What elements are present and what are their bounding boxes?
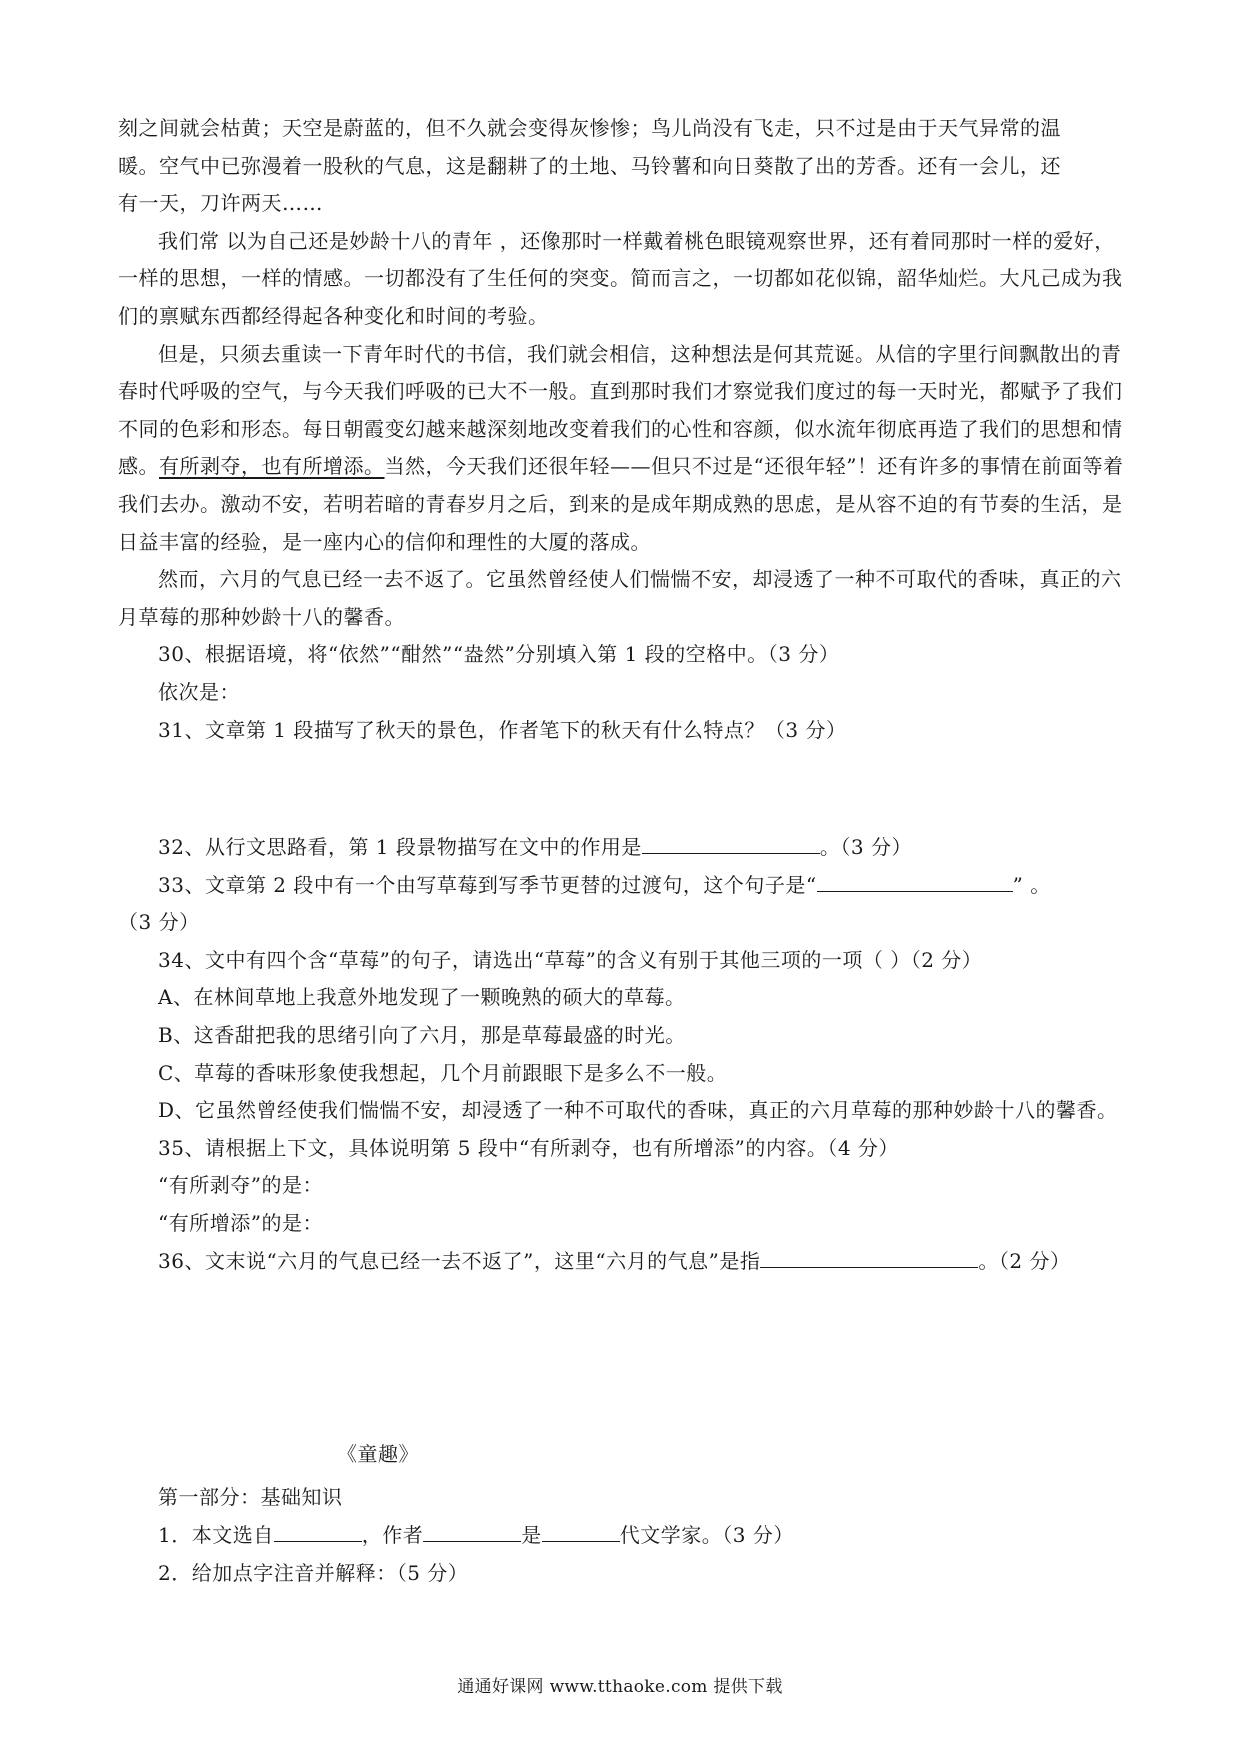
answer-blank[interactable]: [542, 1519, 620, 1542]
item-1-text-b: ，作者: [361, 1523, 424, 1547]
section-2: [118, 1478, 1124, 1592]
paragraph-3-text-a: 但是，只须去重读一下青年时代的书信，我们就会相信，这种想法是何其荒诞。从信的字里行间飘散出的青春时代呼吸的空气，与今天我们呼吸的已大不一般。直到那时我们才察觉我们度过的每一天时光，都赋予了我们不同的色彩和形态。每日朝霞变幻越来越深刻地改变着我们的心性和容颜，似水流年彻底再造了我们的思想和情感。: [118, 341, 1123, 479]
option-b: B、这香甜把我的思绪引向了六月，那是草莓最盛的时光。: [158, 1023, 686, 1048]
question-35-answer-a: “有所剥夺”的是：: [158, 1173, 323, 1198]
question-31: 31、文章第 1 段描写了秋天的景色，作者笔下的秋天有什么特点？（3 分）: [158, 717, 847, 742]
question-33-points: （3 分）: [118, 910, 200, 935]
paragraph-3-text-b: 当然，今天我们还很年轻——但只不过是“还很年轻”！还有许多的事情在前面等着我们去办。激动不安，若明若暗的青春岁月之后，到来的是成年期成熟的思虑，是从容不迫的有节奏的生活，是日益丰富的经验，是一座内心的信仰和理性的大厦的落成。: [118, 454, 1124, 554]
option-a: A、在林间草地上我意外地发现了一颗晚熟的硕大的草莓。: [158, 985, 686, 1010]
underlined-sentence: 有所剥夺，也有所增添。: [159, 454, 385, 479]
part-heading: 第一部分：基础知识: [158, 1485, 343, 1509]
reading-passage: [118, 110, 1124, 1280]
question-33-end: ” 。: [1012, 872, 1051, 897]
section-title: 《童趣》: [337, 1442, 419, 1466]
paragraph-4: 然而，六月的气息已经一去不返了。它虽然曾经使人们惴惴不安，却浸透了一种不可取代的香味，真正的六月草莓的那种妙龄十八的馨香。: [118, 567, 1122, 629]
paragraph-2: 我们常 以为自己还是妙龄十八的青年 ，还像那时一样戴着桃色眼镜观察世界，还有着同那时一样的爱好，一样的思想，一样的情感。一切都没有了生任何的突变。简而言之，一切都如花似锦，韶华灿烂。大凡己成为我们的禀赋东西都经得起各种变化和时间的考验。: [118, 228, 1123, 328]
question-35-answer-b: “有所增添”的是：: [158, 1211, 323, 1236]
question-30-answer-label: 依次是：: [158, 679, 240, 704]
paragraph-1-line-2: 暖。空气中已弥漫着一股秋的气息，这是翻耕了的土地、马铃薯和向日葵散了出的芳香。还有一会儿，还: [118, 153, 1061, 178]
paragraph-1-line-1: 刻之间就会枯黄；天空是蔚蓝的，但不久就会变得灰惨惨；鸟儿尚没有飞走，只不过是由于天气异常的温: [118, 116, 1061, 140]
item-1-text-c: 是: [521, 1523, 542, 1547]
question-33: [118, 867, 1124, 905]
question-30: 30、根据语境，将“依然”“酣然”“盎然”分别填入第 1 段的空格中。（3 分）: [158, 642, 840, 667]
answer-blank[interactable]: [423, 1519, 521, 1542]
question-35: 35、请根据上下文，具体说明第 5 段中“有所剥夺，也有所增添”的内容。（4 分）: [158, 1135, 899, 1160]
answer-blank[interactable]: [760, 1245, 978, 1268]
item-1-text-d: 代文学家。（3 分）: [619, 1523, 794, 1547]
paragraph-1-line-3: 有一天，刀许两天……: [118, 191, 323, 216]
question-32-points: 。（3 分）: [819, 835, 912, 860]
question-32-text: 32、从行文思路看，第 1 段景物描写在文中的作用是: [158, 835, 642, 860]
question-36: [118, 1243, 1124, 1281]
option-d: D、它虽然曾经使我们惴惴不安，却浸透了一种不可取代的香味，真正的六月草莓的那种妙龄十八的馨香。: [158, 1098, 1118, 1123]
paragraph-3: [118, 336, 1124, 562]
question-32: [118, 829, 1124, 867]
answer-blank[interactable]: [642, 831, 820, 854]
option-c: C、草莓的香味形象使我想起，几个月前跟眼下是多么不一般。: [158, 1060, 728, 1085]
answer-blank[interactable]: [274, 1519, 362, 1542]
item-1: [118, 1516, 1124, 1554]
answer-space: [118, 749, 1124, 829]
question-33-text: 33、文章第 2 段中有一个由写草莓到写季节更替的过渡句，这个句子是“: [158, 872, 817, 897]
item-2: 2．给加点字注音并解释：（5 分）: [158, 1561, 469, 1585]
item-1-text-a: 1．本文选自: [158, 1523, 274, 1547]
answer-blank[interactable]: [817, 869, 1013, 892]
question-34: 34、文中有四个含“草莓”的句子，请选出“草莓”的含义有别于其他三项的一项（ ）（2 分）: [158, 947, 983, 972]
question-36-text: 36、文末说“六月的气息已经一去不返了”，这里“六月的气息”是指: [158, 1248, 761, 1273]
question-36-points: 。（2 分）: [978, 1248, 1071, 1273]
footer-source: 通通好课网 www.tthaoke.com 提供下载: [457, 1677, 783, 1697]
